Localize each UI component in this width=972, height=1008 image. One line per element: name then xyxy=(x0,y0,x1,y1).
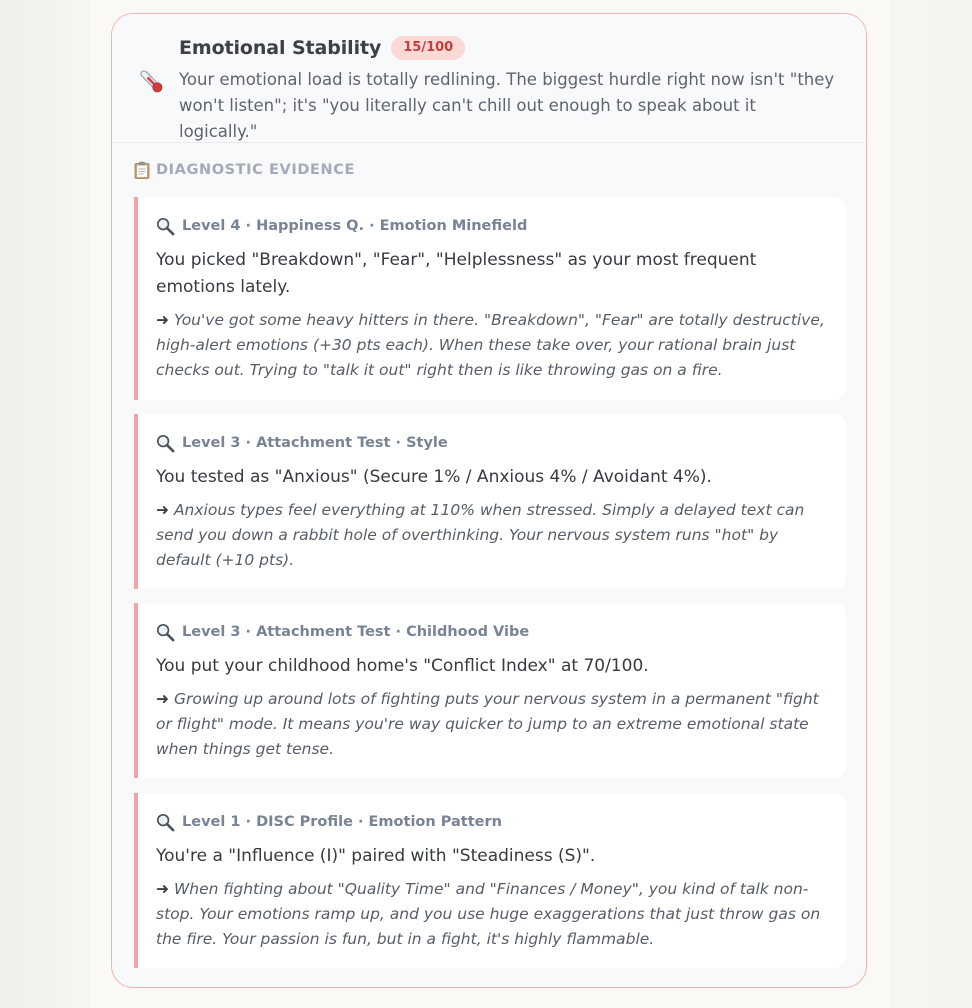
card-summary: Your emotional load is totally redlining. The biggest hurdle right now isn't "they won't listen"; it's "you literally can't chill out enough to speak about it logically." xyxy=(179,70,835,141)
evidence-text: You're a "Influence (I)" paired with "Steadiness (S)". xyxy=(156,846,596,866)
evidence-meta-text: Level 1 · DISC Profile · Emotion Pattern xyxy=(182,814,502,830)
evidence-meta-text: Level 4 · Happiness Q. · Emotion Minefield xyxy=(182,218,528,234)
emotional-stability-card xyxy=(111,13,867,988)
magnifier-icon xyxy=(156,813,175,832)
evidence-meta-text: Level 3 · Attachment Test · Style xyxy=(182,435,448,451)
score-badge: 15/100 xyxy=(391,36,465,60)
evidence-meta xyxy=(156,811,828,833)
section-label xyxy=(134,161,355,179)
evidence-meta xyxy=(156,621,828,643)
magnifier-icon xyxy=(156,434,175,453)
evidence-note-text: You've got some heavy hitters in there. "Breakdown", "Fear" are totally destructive, high-alert emotions (+30 pts each). When these take over, your rational brain just checks out. Trying to "talk it out" right then is like throwing gas on a fire. xyxy=(156,311,825,379)
card-title: Emotional Stability xyxy=(179,37,382,59)
evidence-note xyxy=(156,498,828,573)
magnifier-icon xyxy=(156,623,175,642)
evidence-item xyxy=(134,414,846,589)
evidence-item xyxy=(134,197,846,400)
evidence-item xyxy=(134,603,846,778)
evidence-item xyxy=(134,793,846,968)
magnifier-icon xyxy=(156,217,175,236)
evidence-note xyxy=(156,687,828,762)
title-row xyxy=(179,36,465,60)
evidence-text: You picked "Breakdown", "Fear", "Helplessness" as your most frequent emotions lately. xyxy=(156,250,757,297)
arrow-icon: ➜ xyxy=(156,690,169,708)
section-label-text: DIAGNOSTIC EVIDENCE xyxy=(156,162,355,178)
evidence-note-text: Anxious types feel everything at 110% when stressed. Simply a delayed text can send you down a rabbit hole of overthinking. Your nervous system runs "hot" by default (+10 pts). xyxy=(156,501,805,569)
clipboard-icon xyxy=(134,161,150,179)
evidence-text: You tested as "Anxious" (Secure 1% / Anxious 4% / Avoidant 4%). xyxy=(156,467,712,487)
arrow-icon: ➜ xyxy=(156,501,169,519)
evidence-note-text: When fighting about "Quality Time" and "Finances / Money", you kind of talk non-stop. Your emotions ramp up, and you use huge exaggerations that just throw gas on the fire. Your passion is fun, but in a fight, it's highly flammable. xyxy=(156,880,821,948)
thermometer-icon xyxy=(136,66,166,96)
evidence-note-text: Growing up around lots of fighting puts your nervous system in a permanent "fight or flight" mode. It means you're way quicker to jump to an extreme emotional state when things get tense. xyxy=(156,690,819,758)
card-header xyxy=(112,14,866,143)
arrow-icon: ➜ xyxy=(156,311,169,329)
evidence-meta-text: Level 3 · Attachment Test · Childhood Vibe xyxy=(182,624,530,640)
evidence-note xyxy=(156,877,828,952)
evidence-text: You put your childhood home's "Conflict Index" at 70/100. xyxy=(156,656,649,676)
arrow-icon: ➜ xyxy=(156,880,169,898)
evidence-meta xyxy=(156,215,828,237)
evidence-meta xyxy=(156,432,828,454)
evidence-note xyxy=(156,308,828,383)
